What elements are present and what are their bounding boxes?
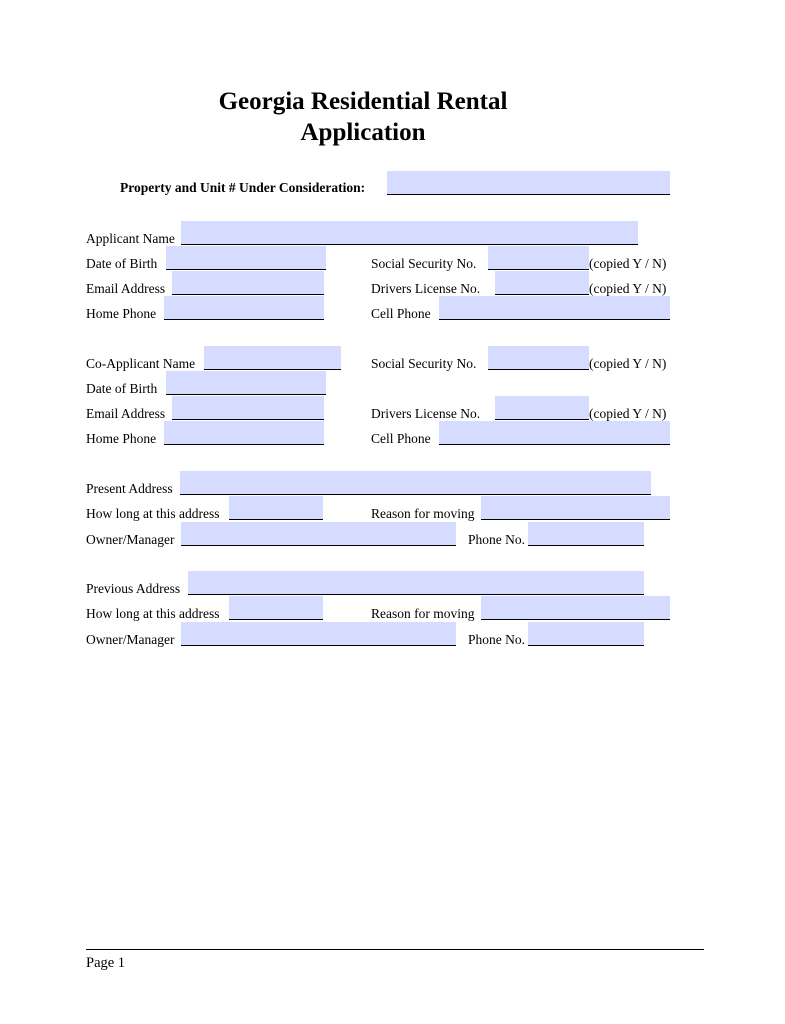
co-applicant-email-field[interactable] (172, 396, 324, 420)
co-applicant-ssn-label: Social Security No. (371, 356, 477, 371)
present-reason-field[interactable] (481, 496, 670, 520)
previous-owner-field[interactable] (181, 622, 456, 646)
applicant-email-label: Email Address (86, 281, 166, 296)
applicant-dob-field[interactable] (166, 246, 326, 270)
applicant-cell-phone-field[interactable] (439, 296, 670, 320)
present-reason-label: Reason for moving (371, 506, 475, 521)
co-applicant-drivers-label: Drivers License No. (371, 406, 481, 421)
footer-divider (86, 949, 704, 950)
co-applicant-drivers-field[interactable] (495, 396, 589, 420)
applicant-name-field[interactable] (181, 221, 638, 245)
applicant-drivers-label: Drivers License No. (371, 281, 481, 296)
co-applicant-dob-field[interactable] (166, 371, 326, 395)
previous-owner-label: Owner/Manager (86, 632, 175, 647)
page-number: Page 1 (86, 955, 126, 971)
co-applicant-dob-label: Date of Birth (86, 381, 158, 396)
co-applicant-home-phone-field[interactable] (164, 421, 324, 445)
co-applicant-cell-phone-field[interactable] (439, 421, 670, 445)
applicant-name-label: Applicant Name (86, 231, 175, 246)
co-applicant-cell-phone-label: Cell Phone (371, 431, 431, 446)
co-applicant-home-phone-label: Home Phone (86, 431, 157, 446)
previous-how-long-field[interactable] (229, 596, 323, 620)
present-how-long-label: How long at this address (86, 506, 220, 521)
co-applicant-name-label: Co-Applicant Name (86, 356, 196, 371)
previous-phone-label: Phone No. (468, 632, 525, 647)
applicant-ssn-copied-label: (copied Y / N) (589, 256, 667, 271)
applicant-drivers-field[interactable] (495, 271, 589, 295)
present-owner-field[interactable] (181, 522, 456, 546)
co-applicant-name-field[interactable] (204, 346, 341, 370)
present-address-label: Present Address (86, 481, 173, 496)
applicant-ssn-field[interactable] (488, 246, 589, 270)
previous-phone-field[interactable] (528, 622, 644, 646)
applicant-home-phone-label: Home Phone (86, 306, 157, 321)
applicant-dob-label: Date of Birth (86, 256, 158, 271)
property-unit-field[interactable] (387, 171, 670, 195)
previous-address-field[interactable] (188, 571, 644, 595)
previous-how-long-label: How long at this address (86, 606, 220, 621)
applicant-cell-phone-label: Cell Phone (371, 306, 431, 321)
co-applicant-drivers-copied-label: (copied Y / N) (589, 406, 667, 421)
previous-address-label: Previous Address (86, 581, 181, 596)
co-applicant-email-label: Email Address (86, 406, 166, 421)
applicant-email-field[interactable] (172, 271, 324, 295)
applicant-home-phone-field[interactable] (164, 296, 324, 320)
page-title: Georgia Residential Rental Application (218, 88, 508, 146)
property-label: Property and Unit # Under Consideration: (120, 180, 366, 195)
present-address-field[interactable] (180, 471, 651, 495)
applicant-ssn-label: Social Security No. (371, 256, 477, 271)
co-applicant-ssn-field[interactable] (488, 346, 589, 370)
previous-reason-label: Reason for moving (371, 606, 475, 621)
co-applicant-ssn-copied-label: (copied Y / N) (589, 356, 667, 371)
present-how-long-field[interactable] (229, 496, 323, 520)
present-phone-field[interactable] (528, 522, 644, 546)
present-owner-label: Owner/Manager (86, 532, 175, 547)
present-phone-label: Phone No. (468, 532, 525, 547)
previous-reason-field[interactable] (481, 596, 670, 620)
applicant-drivers-copied-label: (copied Y / N) (589, 281, 667, 296)
